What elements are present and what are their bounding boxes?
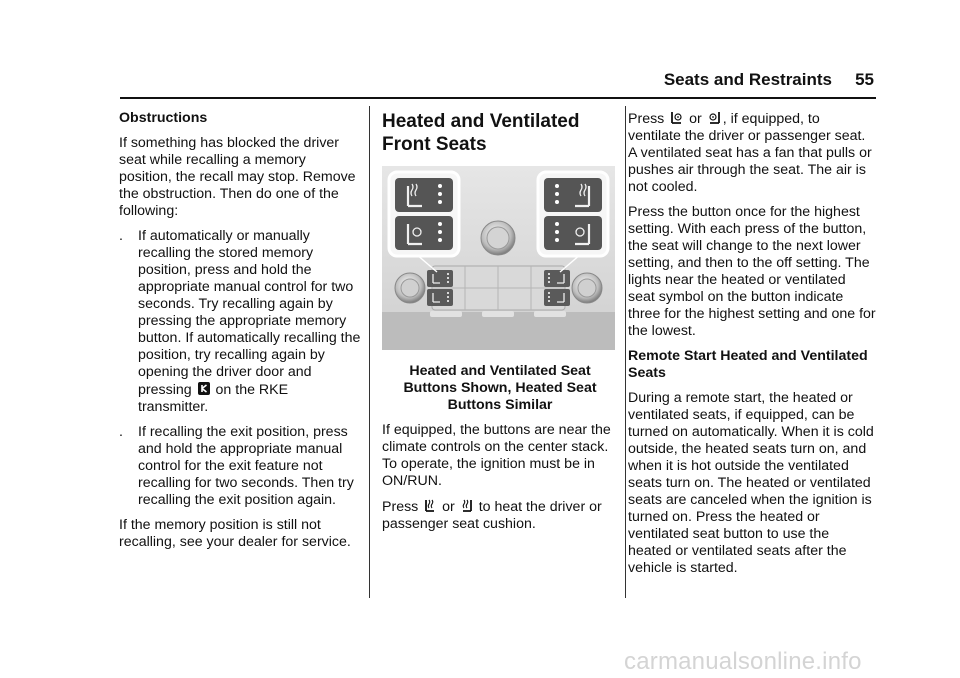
ventilated-seat-left-icon [669, 110, 684, 125]
column-3 [628, 110, 876, 585]
column-2 [382, 110, 618, 541]
remote-start-icon [197, 381, 211, 396]
column-divider-left [369, 106, 370, 598]
heat-instruction [382, 498, 618, 533]
header-rule [120, 97, 876, 99]
right-inset-buttons [538, 172, 608, 256]
heat-instruction-text: to heat the driver or passenger seat cushion. [382, 499, 602, 532]
left-inset-buttons [389, 172, 459, 256]
or-text: or [442, 499, 455, 515]
seat-buttons-illustration [382, 166, 615, 350]
bullet-item-2 [119, 424, 361, 509]
bullet-marker: . [119, 228, 123, 244]
ventilate-instruction-text: , if equipped, to ventilate the driver or passenger seat. A ventilated seat has a fan that pulls or pushes air through the seat. The air is not cooled. [628, 111, 872, 195]
location-paragraph: If equipped, the buttons are near the climate controls on the center stack. To operate, the ignition must be in ON/RUN. [382, 422, 611, 489]
obstructions-heading: Obstructions [119, 110, 208, 126]
bullet-1-text: If automatically or manually recalling the stored memory position, press and hold the appropriate manual control for two seconds. Try recalling again by pressing the appropriate memory button. If automatically recalling the position, try recalling again by opening the driver door and pressing [138, 228, 361, 398]
bullet-2-text: If recalling the exit position, press and hold the appropriate manual control for the exit feature not recalling for two seconds. Then try recalling the exit position again. [138, 424, 354, 508]
setting-paragraph: Press the button once for the highest setting. With each press of the button, the seat will change to the next lower setting, and then to the off setting. The lights near the heated or ventilated seat symbol on the button indicate three for the highest setting and one for the lowest. [628, 204, 876, 339]
bullet-1-text-end: on the RKE transmitter. [138, 382, 289, 415]
column-divider-right [625, 106, 626, 598]
section-title: Heated and Ventilated Front Seats [382, 111, 580, 155]
obstructions-closing: If the memory position is still not recalling, see your dealer for service. [119, 517, 351, 550]
bullet-item-1 [119, 228, 361, 416]
heated-seat-right-icon [460, 498, 474, 513]
remote-start-paragraph: During a remote start, the heated or ventilated seats, if equipped, can be turned on automatically. When it is cold outside, the heated seats turn on, and when it is hot outside the ventilated seats turn on. The heated or ventilated seats are canceled when the ignition is turned on. Press the heated or ventilated seat button to use the heated or ventilated seats after the vehicle is started. [628, 390, 874, 576]
bullet-marker: . [119, 424, 123, 440]
watermark: carmanualsonline.info [624, 648, 862, 675]
ventilate-instruction [628, 110, 876, 196]
heated-seat-left-icon [423, 498, 437, 513]
column-1 [119, 110, 361, 559]
or-text: or [689, 111, 702, 127]
obstructions-intro: If something has blocked the driver seat while recalling a memory position, the recall may stop. Remove the obstruction. Then do one of the following: [119, 135, 356, 219]
press-text: Press [628, 111, 665, 127]
page-number: 55 [855, 70, 874, 89]
figure-caption: Heated and Ventilated Seat Buttons Shown, Heated Seat Buttons Similar [403, 363, 597, 413]
press-text: Press [382, 499, 419, 515]
running-header-section: Seats and Restraints [663, 70, 832, 89]
remote-start-heading: Remote Start Heated and Ventilated Seats [628, 348, 868, 381]
ventilated-seat-right-icon [707, 110, 722, 125]
